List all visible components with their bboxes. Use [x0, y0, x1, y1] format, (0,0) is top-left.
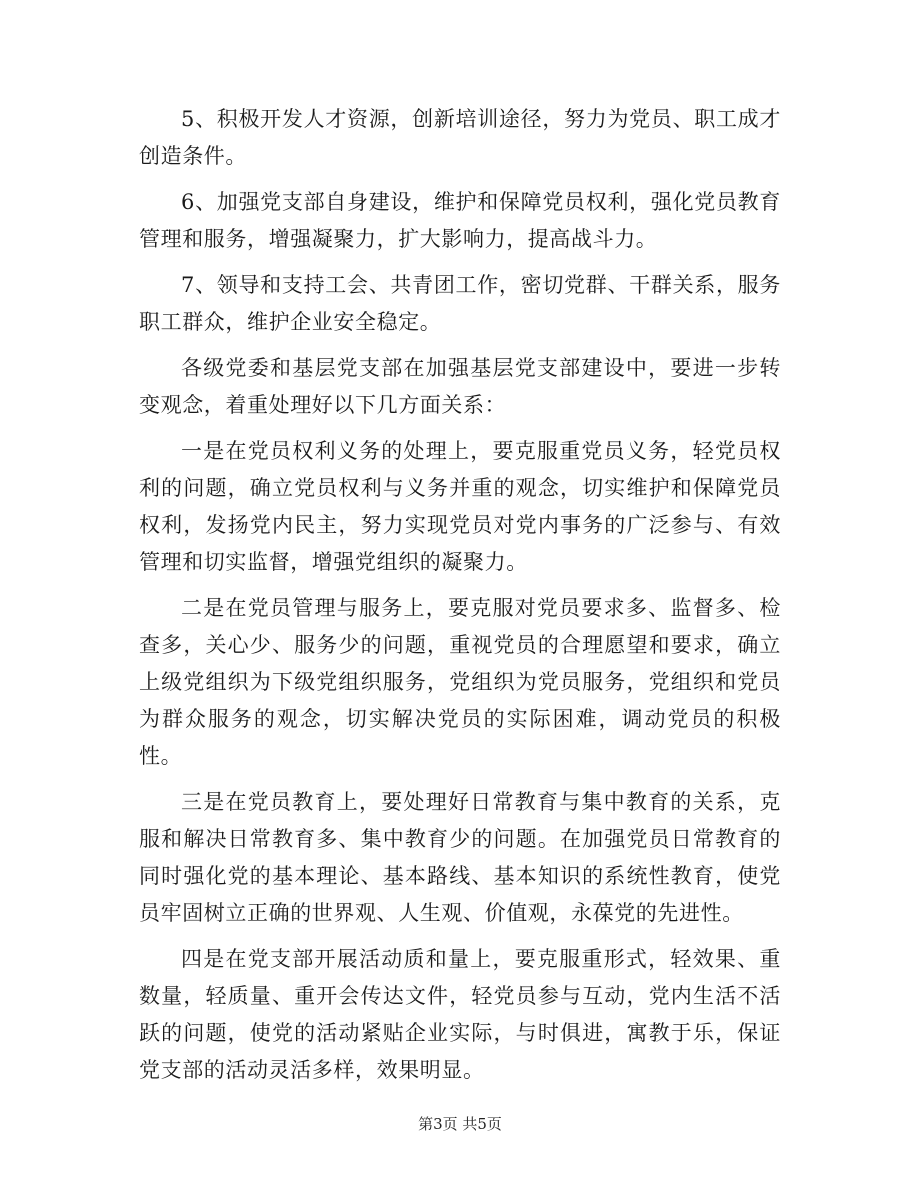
- paragraph-rights-duties: 一是在党员权利义务的处理上，要克服重党员义务，轻党员权利的问题，确立党员权利与义务并重的观念，切实维护和保障党员权利，发扬党内民主，努力实现党员对党内事务的广泛参与、有效管理和切实监督，增强党组织的凝聚力。: [139, 439, 781, 574]
- paragraph-relations-intro: 各级党委和基层党支部在加强基层党支部建设中，要进一步转变观念，着重处理好以下几方面关系：: [139, 356, 781, 417]
- paragraph-management-service: 二是在党员管理与服务上，要克服对党员要求多、监督多、检查多，关心少、服务少的问题，重视党员的合理愿望和要求，确立上级党组织为下级党组织服务，党组织为党员服务，党组织和党员为群众服务的观念，切实解决党员的实际困难，调动党员的积极性。: [139, 596, 781, 768]
- paragraph-education: 三是在党员教育上，要处理好日常教育与集中教育的关系，克服和解决日常教育多、集中教育少的问题。在加强党员日常教育的同时强化党的基本理论、基本路线、基本知识的系统性教育，使党员牢固树立正确的世界观、人生观、价值观，永葆党的先进性。: [139, 790, 781, 925]
- page-number-footer: 第3页 共5页: [418, 1115, 502, 1133]
- document-body: [139, 101, 781, 1098]
- paragraph-item-7: 7、领导和支持工会、共青团工作，密切党群、干群关系，服务职工群众，维护企业安全稳定。: [139, 273, 781, 334]
- paragraph-item-5: 5、积极开发人才资源，创新培训途径，努力为党员、职工成才创造条件。: [139, 107, 781, 168]
- paragraph-item-6: 6、加强党支部自身建设，维护和保障党员权利，强化党员教育管理和服务，增强凝聚力，扩大影响力，提高战斗力。: [139, 190, 781, 251]
- paragraph-activities: 四是在党支部开展活动质和量上，要克服重形式，轻效果、重数量，轻质量、重开会传达文件，轻党员参与互动，党内生活不活跃的问题，使党的活动紧贴企业实际，与时俱进，寓教于乐，保证党支部的活动灵活多样，效果明显。: [139, 947, 781, 1082]
